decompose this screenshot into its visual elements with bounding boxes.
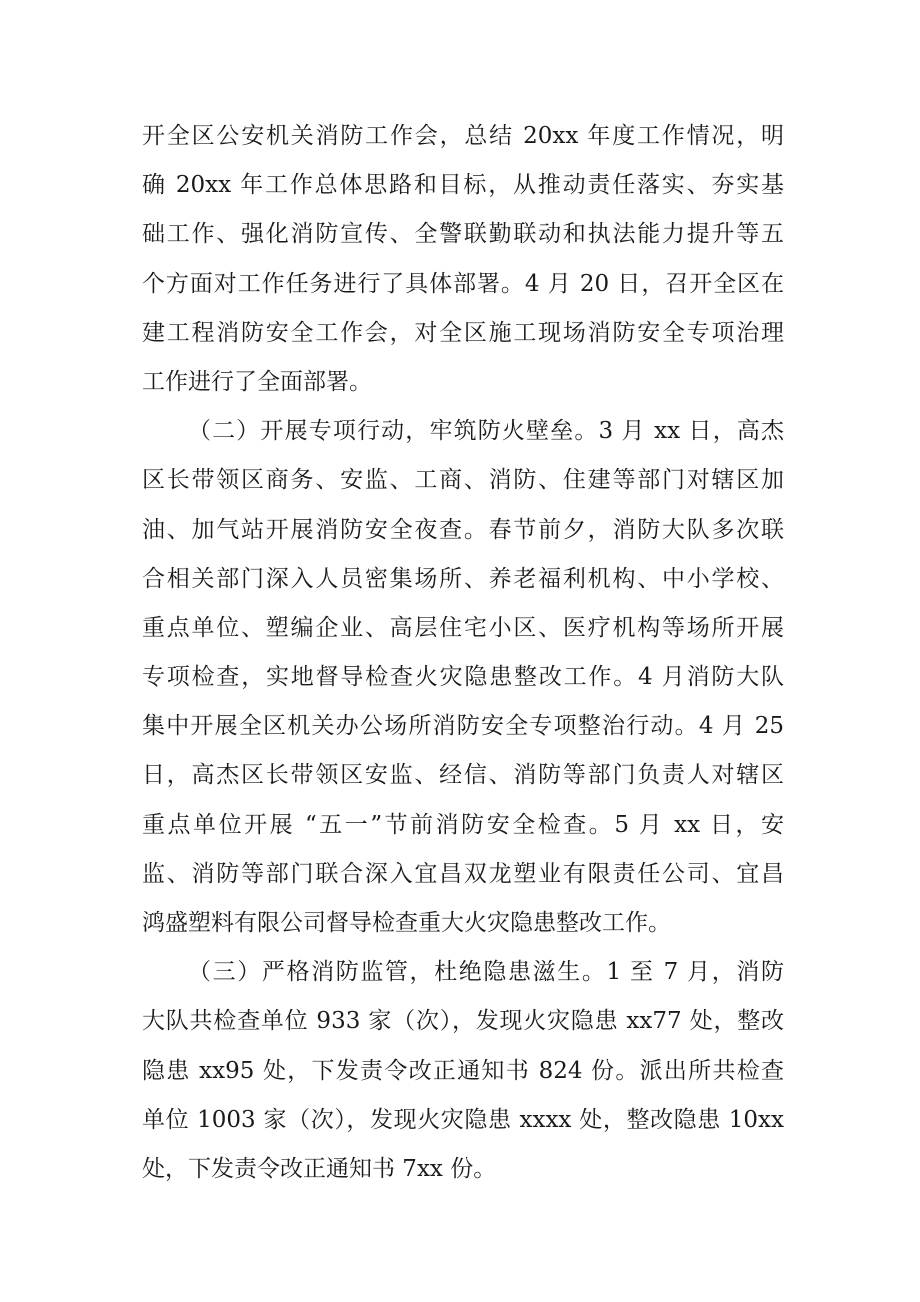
paragraph-2 <box>142 407 784 948</box>
text-line: 专项检查，实地督导检查火灾隐患整改工作。4 月消防大队 <box>142 664 784 691</box>
text-line: 重点单位开展 “五一”节前消防安全检查。5 月 xx 日，安 <box>142 811 784 838</box>
text-line: 处，下发责令改正通知书 7xx 份。 <box>142 1155 497 1182</box>
paragraph-1 <box>142 112 784 407</box>
text-line: 集中开展全区机关办公场所消防安全专项整治行动。4 月 25 <box>142 713 784 740</box>
text-line: 隐患 xx95 处，下发责令改正通知书 824 份。派出所共检查 <box>142 1057 784 1084</box>
text-line: 建工程消防安全工作会，对全区施工现场消防安全专项治理 <box>142 319 784 346</box>
paragraph-3 <box>142 948 784 1194</box>
text-line: 个方面对工作任务进行了具体部署。4 月 20 日，召开全区在 <box>142 270 784 297</box>
text-line: 确 20xx 年工作总体思路和目标，从推动责任落实、夯实基 <box>142 172 784 199</box>
text-line: 鸿盛塑料有限公司督导检查重大火灾隐患整改工作。 <box>142 910 671 936</box>
text-line: 区长带领区商务、安监、工商、消防、住建等部门对辖区加 <box>142 467 784 494</box>
text-line: （二）开展专项行动，牢筑防火壁垒。3 月 xx 日，高杰 <box>188 418 784 445</box>
text-line: 大队共检查单位 933 家（次），发现火灾隐患 xx77 处，整改 <box>142 1008 784 1035</box>
document-body <box>142 112 784 1194</box>
text-line: 油、加气站开展消防安全夜查。春节前夕，消防大队多次联 <box>142 516 784 543</box>
text-line: 日，高杰区长带领区安监、经信、消防等部门负责人对辖区 <box>142 762 784 789</box>
text-line: （三）严格消防监管，杜绝隐患滋生。1 至 7 月，消防 <box>188 959 784 986</box>
text-line: 重点单位、塑编企业、高层住宅小区、医疗机构等场所开展 <box>142 614 784 641</box>
text-line: 开全区公安机关消防工作会，总结 20xx 年度工作情况，明 <box>142 123 784 149</box>
text-line: 工作进行了全面部署。 <box>142 368 372 395</box>
text-line: 监、消防等部门联合深入宜昌双龙塑业有限责任公司、宜昌 <box>142 860 784 887</box>
text-line: 单位 1003 家（次），发现火灾隐患 xxxx 处，整改隐患 10xx <box>142 1106 784 1133</box>
text-line: 合相关部门深入人员密集场所、养老福利机构、中小学校、 <box>142 565 784 592</box>
text-line: 础工作、强化消防宣传、全警联勤联动和执法能力提升等五 <box>142 221 784 248</box>
